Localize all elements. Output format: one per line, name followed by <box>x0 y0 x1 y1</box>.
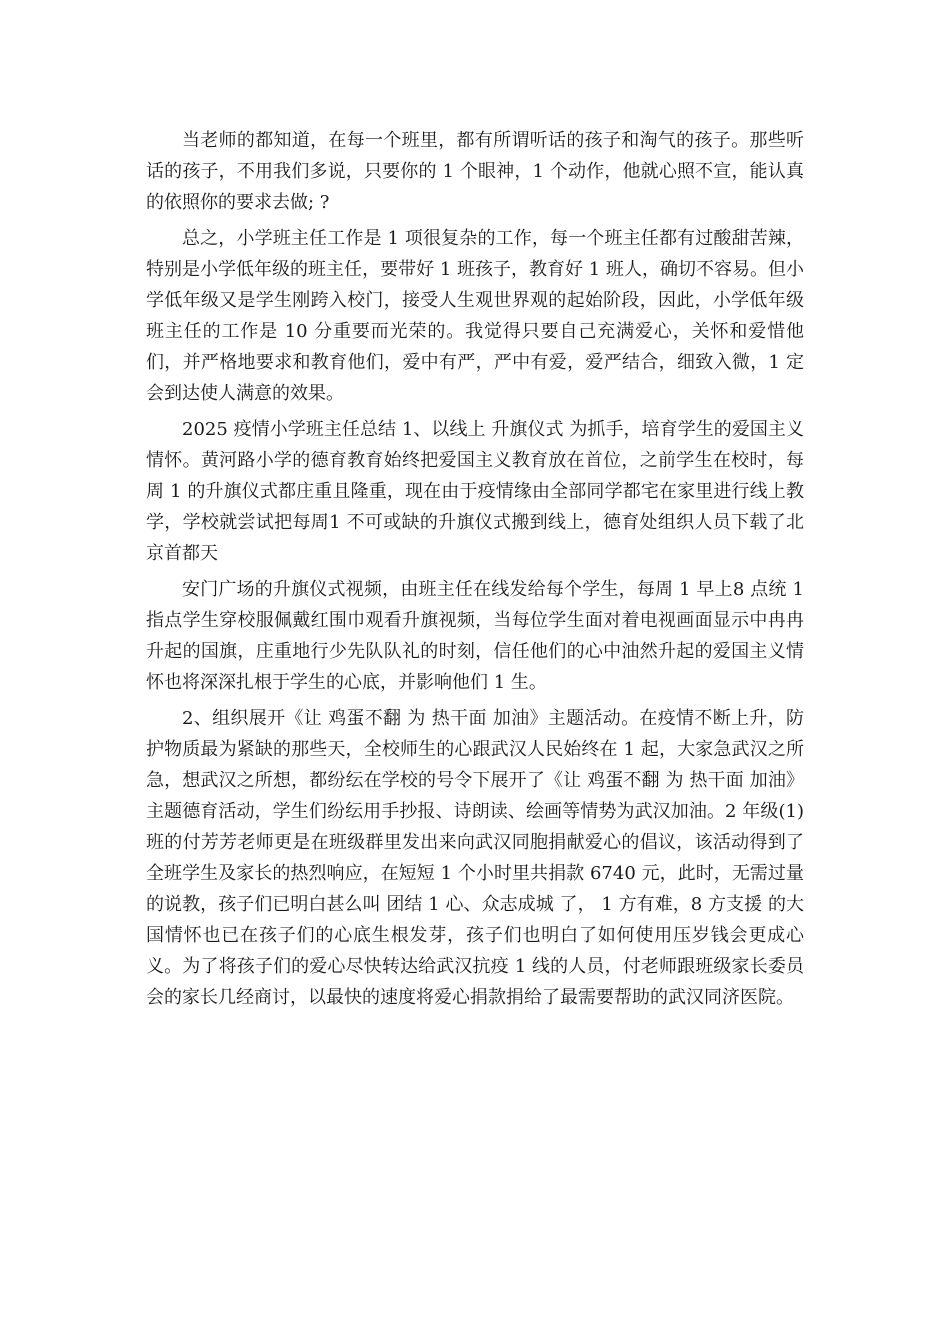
paragraph: 当老师的都知道，在每一个班里，都有所谓听话的孩子和淘气的孩子。那些听话的孩子，不用我们多说，只要你的 1 个眼神，1 个动作，他就心照不宣，能认真的依照你的要求去做; ? <box>146 130 804 213</box>
paragraph: 2025 疫情小学班主任总结 1、以线上 升旗仪式 为抓手，培育学生的爱国主义情怀。黄河路小学的德育教育始终把爱国主义教育放在首位，之前学生在校时，每周 1 的升旗仪式都庄重且隆重，现在由于疫情缘由全部同学都宅在家里进行线上教学，学校就尝试把每周1 不可或缺的升旗仪式搬到线上，德育处组织人员下载了北京首都天 <box>146 419 804 564</box>
paragraph: 总之，小学班主任工作是 1 项很复杂的工作，每一个班主任都有过酸甜苦辣，特别是小学低年级的班主任，要带好 1 班孩子，教育好 1 班人，确切不容易。但小学低年级又是学生刚跨入校门，接受人生观世界观的起始阶段，因此，小学低年级班主任的工作是 10 分重要而光荣的。我觉得只要自己充满爱心，关怀和爱惜他们，并严格地要求和教育他们，爱中有严，严中有爱，爱严结合，细致入微，1 定会到达使人满意的效果。 <box>146 228 804 404</box>
paragraph: 安门广场的升旗仪式视频，由班主任在线发给每个学生，每周 1 早上8 点统 1 指点学生穿校服佩戴红围巾观看升旗视频，当每位学生面对着电视画面显示中冉冉升起的国旗，庄重地行少先队队礼的时刻，信任他们的心中油然升起的爱国主义情怀也将深深扎根于学生的心底，并影响他们 1 生。 <box>146 579 804 693</box>
document-body <box>146 125 804 1018</box>
paragraph: 2、组织展开《让 鸡蛋不翻 为 热干面 加油》主题活动。在疫情不断上升，防护物质最为紧缺的那些天，全校师生的心跟武汉人民始终在 1 起，大家急武汉之所急，想武汉之所想，都纷纭在学校的号令下展开了《让 鸡蛋不翻 为 热干面 加油》主题德育活动，学生们纷纭用手抄报、诗朗读、绘画等情势为武汉加油。2 年级(1)班的付芳芳老师更是在班级群里发出来向武汉同胞捐献爱心的倡议，该活动得到了全班学生及家长的热烈响应，在短短 1 个小时里共捐款 6740 元，此时，无需过量的说教，孩子们已明白甚么叫 团结 1 心、众志成城 了， 1 方有难，8 方支援 的大国情怀也已在孩子们的心底生根发芽，孩子们也明白了如何使用压岁钱会更成心义。为了将孩子们的爱心尽快转达给武汉抗疫 1 线的人员，付老师跟班级家长委员会的家长几经商讨，以最快的速度将爱心捐款捐给了最需要帮助的武汉同济医院。 <box>146 708 804 1008</box>
